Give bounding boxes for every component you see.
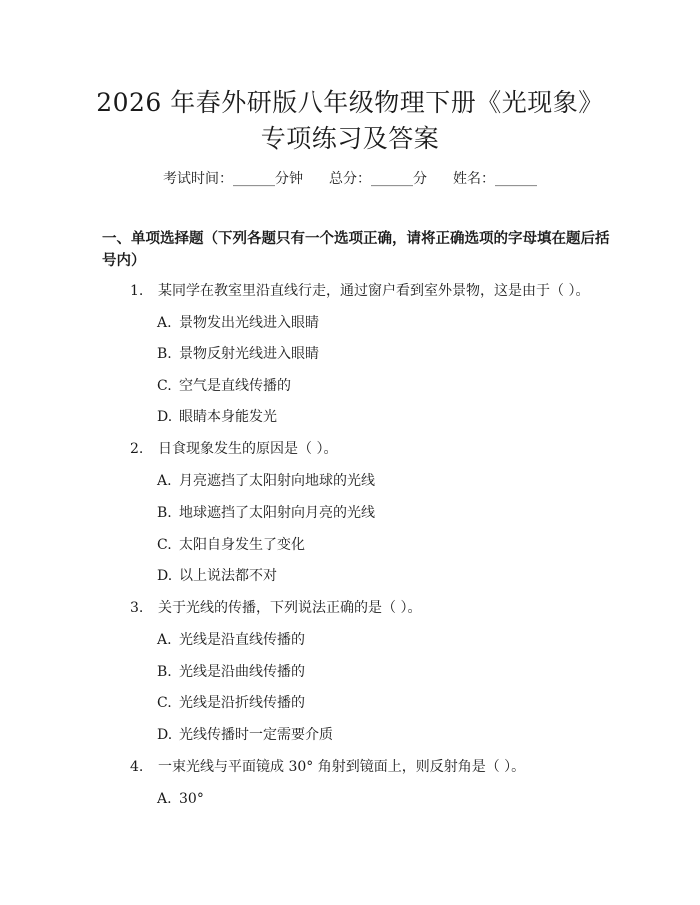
question-number: 4. <box>130 759 144 775</box>
option-text: 空气是直线传播的 <box>179 378 291 394</box>
question-1 <box>130 282 589 300</box>
question-text: 某同学在教室里沿直线行走，通过窗户看到室外景物，这是由于（ ）。 <box>158 283 590 299</box>
option-letter: B. <box>157 346 172 362</box>
option-letter: A. <box>157 473 172 489</box>
section-heading: 一、单项选择题（下列各题只有一个选项正确，请将正确选项的字母填在题后括号内） <box>102 230 610 269</box>
question-1-option-d <box>157 408 277 426</box>
option-text: 30° <box>179 791 204 807</box>
question-1-option-a <box>157 314 319 332</box>
total-score-field: 总分：______分 <box>329 171 427 187</box>
document-title-line-2: 专项练习及答案 <box>260 124 440 153</box>
question-3-option-d <box>157 726 333 744</box>
question-2-option-d <box>157 567 277 585</box>
question-text: 一束光线与平面镜成 30° 角射到镜面上，则反射角是（ ）。 <box>158 759 526 775</box>
option-letter: D. <box>157 568 173 584</box>
option-text: 光线传播时一定需要介质 <box>179 727 333 743</box>
question-3-option-b <box>157 663 305 681</box>
question-3-option-c <box>157 694 305 712</box>
option-text: 月亮遮挡了太阳射向地球的光线 <box>179 473 375 489</box>
question-1-option-c <box>157 377 291 395</box>
option-letter: B. <box>157 505 172 521</box>
option-text: 地球遮挡了太阳射向月亮的光线 <box>179 505 375 521</box>
student-name-field: 姓名：______ <box>453 171 537 187</box>
option-letter: D. <box>157 727 173 743</box>
option-text: 眼睛本身能发光 <box>179 409 277 425</box>
option-letter: B. <box>157 664 172 680</box>
exam-time-field: 考试时间：______分钟 <box>163 171 303 187</box>
question-text: 关于光线的传播，下列说法正确的是（ ）。 <box>158 600 422 616</box>
document-title-line-1: 2026 年春外研版八年级物理下册《光现象》 <box>96 88 604 117</box>
question-number: 3. <box>130 600 144 616</box>
question-3-option-a <box>157 631 305 649</box>
option-text: 光线是沿直线传播的 <box>179 632 305 648</box>
option-letter: A. <box>157 632 172 648</box>
question-text: 日食现象发生的原因是（ ）。 <box>158 441 338 457</box>
option-letter: A. <box>157 791 172 807</box>
option-letter: C. <box>157 695 172 711</box>
question-2-option-c <box>157 536 305 554</box>
question-number: 1. <box>130 283 144 299</box>
option-letter: C. <box>157 537 172 553</box>
question-2-option-a <box>157 472 375 490</box>
option-letter: A. <box>157 315 172 331</box>
option-text: 光线是沿曲线传播的 <box>179 664 305 680</box>
exam-meta <box>0 170 700 188</box>
option-text: 景物反射光线进入眼睛 <box>179 346 319 362</box>
question-4-option-a <box>157 790 204 808</box>
option-text: 太阳自身发生了变化 <box>179 537 305 553</box>
option-text: 光线是沿折线传播的 <box>179 695 305 711</box>
question-4 <box>130 758 525 776</box>
question-1-option-b <box>157 345 319 363</box>
option-letter: C. <box>157 378 172 394</box>
option-text: 景物发出光线进入眼睛 <box>179 315 319 331</box>
question-3 <box>130 599 421 617</box>
option-letter: D. <box>157 409 173 425</box>
option-text: 以上说法都不对 <box>179 568 277 584</box>
question-2-option-b <box>157 504 375 522</box>
question-2 <box>130 440 337 458</box>
question-number: 2. <box>130 441 144 457</box>
